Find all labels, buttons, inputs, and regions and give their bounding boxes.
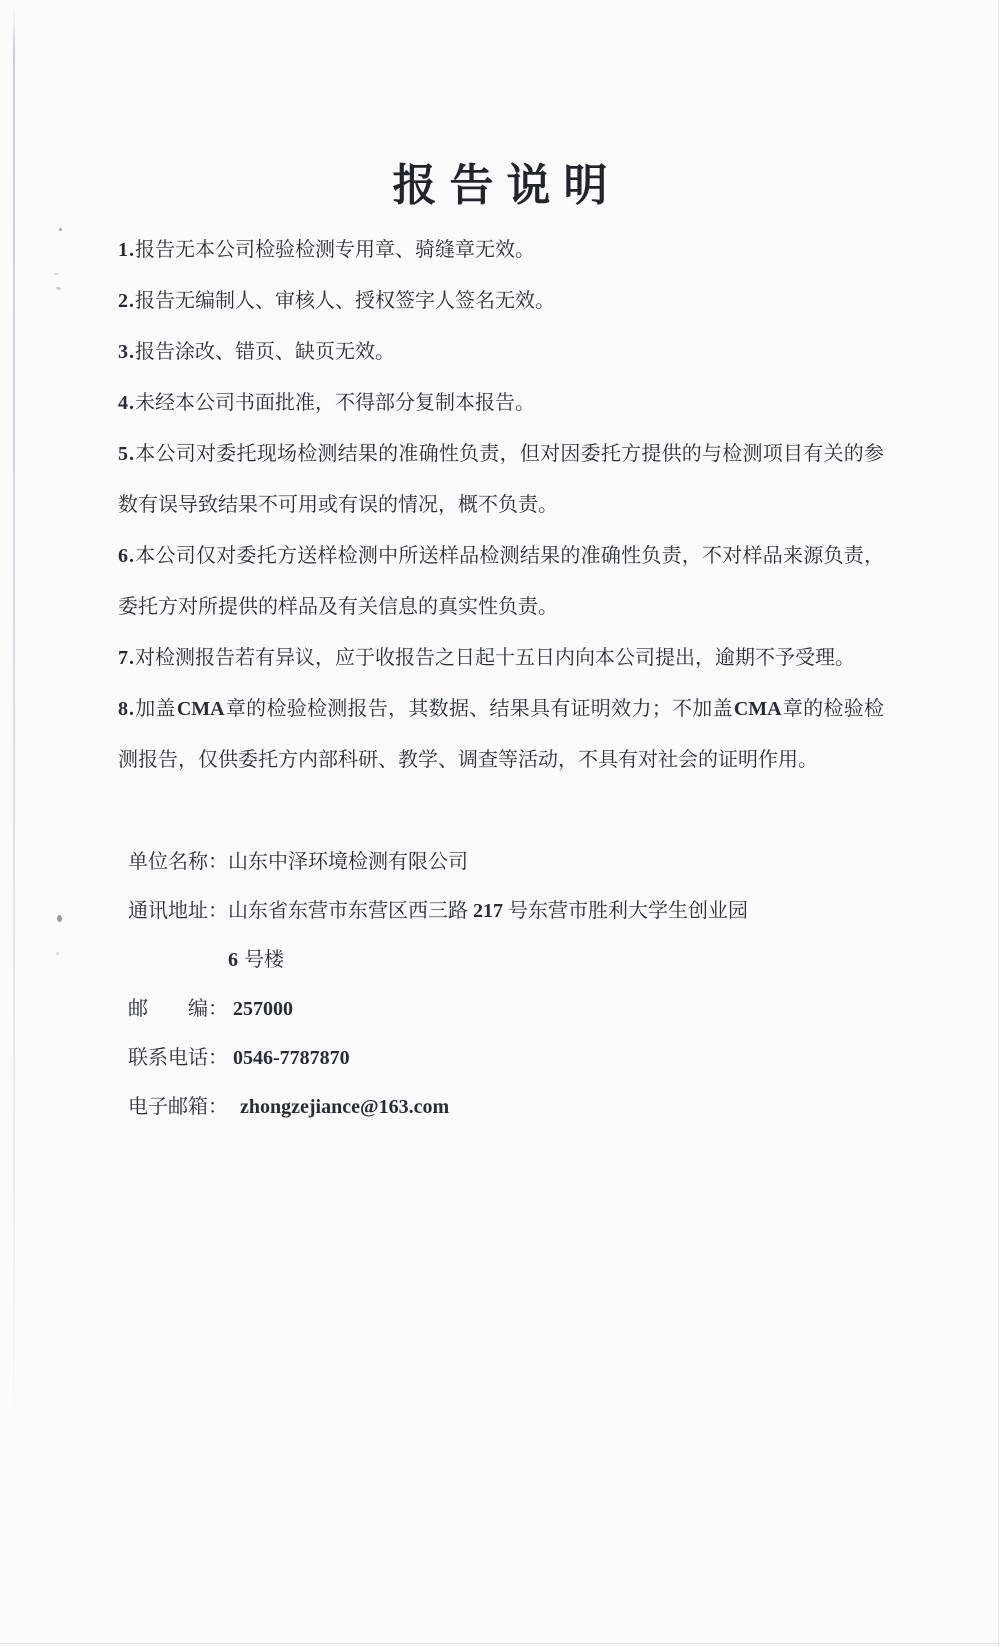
phone-label: 联系电话：	[128, 1047, 228, 1069]
item-text: 章的检验检测报告，其数据、结果具有证明效力；不加盖	[225, 698, 733, 720]
item-text: 本公司对委托现场检测结果的准确性负责，但对因委托方提供的与检测项目有关的参数有误导致结果不可用或有误的情况，概不负责。	[118, 443, 884, 516]
scan-speck	[54, 273, 59, 275]
item-number: 5.	[118, 443, 135, 465]
item-text: 未经本公司书面批准，不得部分复制本报告。	[135, 392, 535, 414]
item-number: 1.	[118, 239, 135, 261]
item-text: 报告无本公司检验检测专用章、骑缝章无效。	[135, 239, 535, 261]
scan-speck	[57, 915, 62, 922]
item-number: 8.	[118, 698, 135, 720]
company-label: 单位名称：	[128, 851, 228, 873]
postcode-value: 257000	[233, 998, 293, 1020]
item-text: 本公司仅对委托方送样检测中所送样品检测结果的准确性负责，不对样品来源负责，委托方对所提供的样品及有关信息的真实性负责。	[118, 545, 884, 618]
item-number: 4.	[118, 392, 135, 414]
item-text: 章的检验检测报告，仅供委托方内部科研、教学、调查等活动，不具有对社会的证明作用。	[118, 698, 885, 771]
email-row	[128, 1083, 888, 1132]
report-note-item-5	[118, 429, 884, 531]
item-text: 对检测报告若有异议，应于收报告之日起十五日内向本公司提出，逾期不予受理。	[135, 647, 855, 669]
item-text: 加盖	[135, 698, 176, 720]
phone-value: 0546-7787870	[233, 1047, 350, 1069]
address-line2-row	[128, 936, 888, 985]
cma-abbreviation: CMA	[733, 698, 782, 720]
scan-edge-right	[998, 0, 999, 1647]
address-street-number: 217	[473, 900, 503, 922]
scan-edge-bottom	[0, 1643, 1000, 1644]
page-title: 报告说明	[392, 161, 621, 210]
building-text: 号楼	[244, 949, 284, 971]
postcode-row	[128, 985, 888, 1034]
item-text: 报告涂改、错页、缺页无效。	[135, 341, 395, 363]
address-value: 号东营市胜利大学生创业园	[508, 900, 748, 922]
scan-speck	[56, 952, 59, 955]
company-row	[128, 838, 888, 887]
scan-speck	[59, 228, 62, 231]
company-value: 山东中泽环境检测有限公司	[228, 851, 468, 873]
postcode-label: 邮 编：	[128, 998, 228, 1020]
report-note-item-6	[118, 531, 884, 633]
report-note-item-2	[118, 276, 884, 327]
scan-edge-left	[13, 8, 15, 1438]
address-row	[128, 887, 888, 936]
report-notes-list	[118, 225, 884, 786]
scan-speck	[56, 286, 62, 290]
item-number: 6.	[118, 545, 135, 567]
contact-section	[128, 838, 888, 1132]
report-note-item-4	[118, 378, 884, 429]
item-number: 2.	[118, 290, 135, 312]
address-label: 通讯地址：	[128, 900, 228, 922]
report-note-item-7	[118, 633, 884, 684]
item-text: 报告无编制人、审核人、授权签字人签名无效。	[135, 290, 555, 312]
phone-row	[128, 1034, 888, 1083]
report-note-item-1	[118, 225, 884, 276]
cma-abbreviation: CMA	[176, 698, 225, 720]
address-value: 山东省东营市东营区西三路	[228, 900, 468, 922]
email-label: 电子邮箱：	[128, 1096, 228, 1118]
report-note-item-8	[118, 684, 884, 786]
email-value: zhongzejiance@163.com	[240, 1096, 450, 1118]
item-number: 3.	[118, 341, 135, 363]
item-number: 7.	[118, 647, 135, 669]
report-note-item-3	[118, 327, 884, 378]
building-number: 6	[228, 949, 238, 971]
